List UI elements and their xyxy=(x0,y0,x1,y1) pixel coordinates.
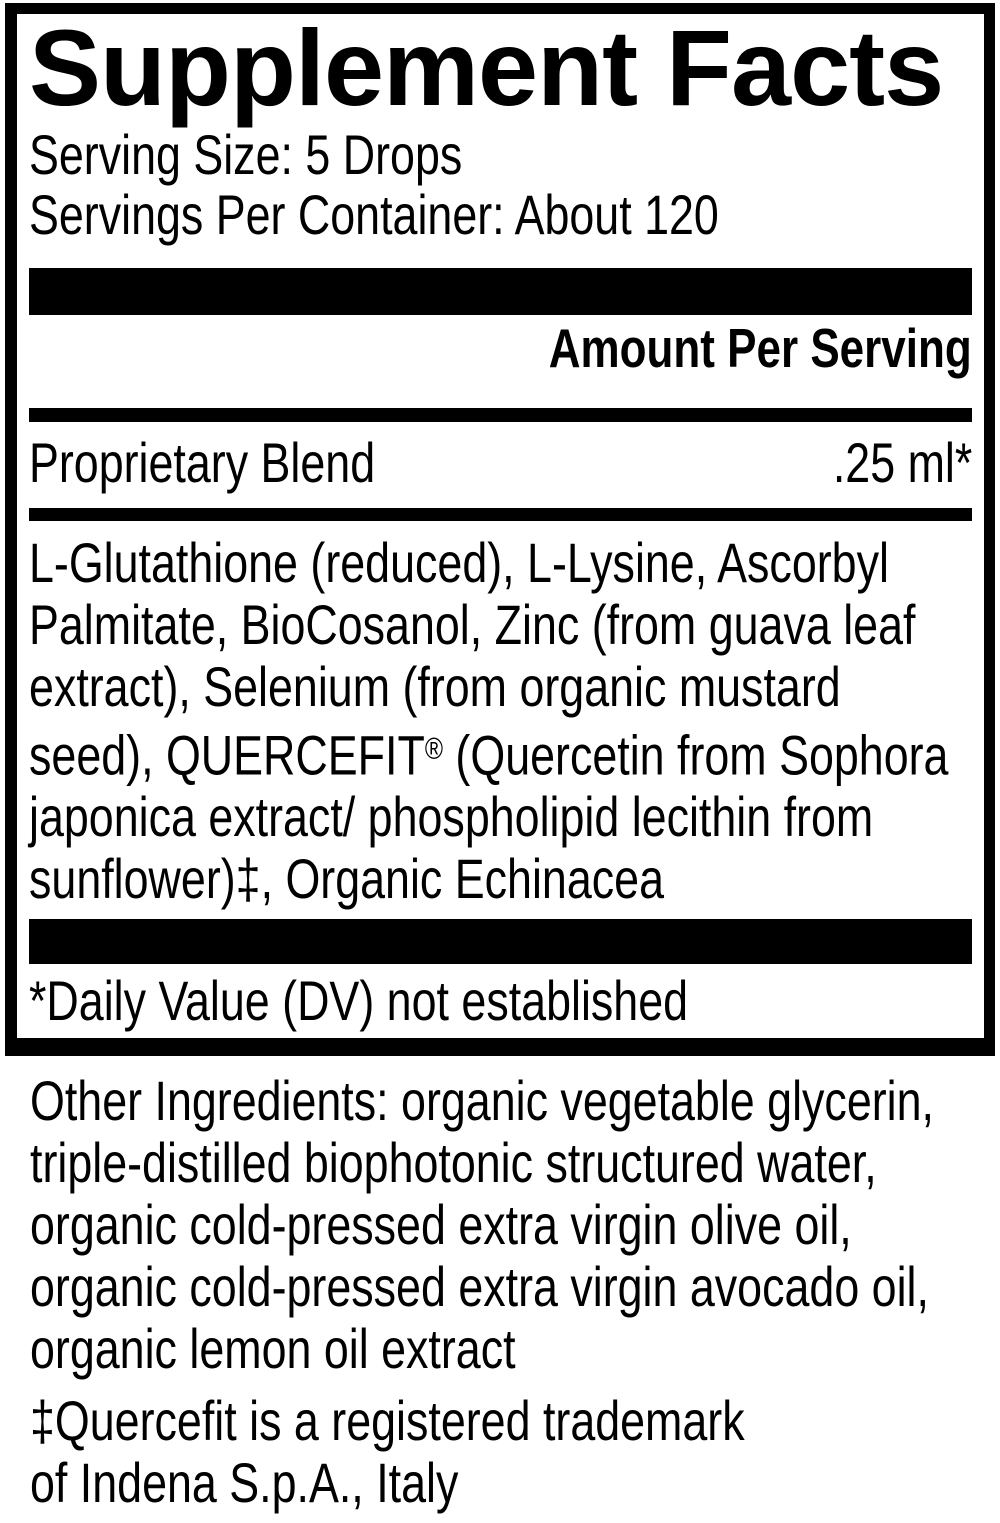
divider-bar-thin-upper xyxy=(29,408,972,422)
other-ingredients-line-text: organic cold-pressed extra virgin avocado oil, xyxy=(30,1255,929,1318)
other-ingredients-line-text: triple-distilled biophotonic structured water, xyxy=(30,1131,877,1194)
quercefit-line-pre: seed), QUERCEFIT xyxy=(29,723,425,787)
blend-ingredients-line xyxy=(29,532,972,594)
registered-trademark-icon: ® xyxy=(424,731,443,766)
serving-size-line xyxy=(29,125,972,185)
blend-ingredients-line-text: L-Glutathione (reduced), L-Lysine, Ascorbyl xyxy=(29,531,889,594)
other-ingredients-line xyxy=(30,1194,1000,1256)
blend-ingredients-line xyxy=(29,848,972,910)
trademark-note-line-text: of Indena S.p.A., Italy xyxy=(30,1451,459,1514)
blend-ingredients-paragraph xyxy=(29,532,972,910)
proprietary-blend-name: Proprietary Blend xyxy=(29,431,376,494)
divider-bar-thick-bottom xyxy=(29,919,972,964)
other-ingredients-line xyxy=(30,1132,1000,1194)
servings-per-container-text: Servings Per Container: About 120 xyxy=(29,183,719,246)
trademark-note-line xyxy=(30,1452,923,1514)
blend-ingredients-line xyxy=(29,786,972,848)
blend-ingredients-line-text: extract), Selenium (from organic mustard xyxy=(29,655,841,718)
serving-size-text: Serving Size: 5 Drops xyxy=(29,123,463,186)
other-ingredients-line-text: Other Ingredients: organic vegetable glycerin, xyxy=(30,1069,934,1132)
blend-ingredients-line xyxy=(29,718,972,786)
trademark-note xyxy=(30,1390,923,1514)
amount-per-serving-row xyxy=(29,318,972,378)
other-ingredients-line xyxy=(30,1318,1000,1380)
proprietary-blend-row xyxy=(29,433,972,493)
divider-bar-thin-lower xyxy=(29,508,972,521)
blend-ingredients-line xyxy=(29,656,972,718)
daily-value-note-text: *Daily Value (DV) not established xyxy=(29,969,689,1033)
blend-ingredients-line xyxy=(29,594,972,656)
blend-ingredients-line-text: sunflower)‡, Organic Echinacea xyxy=(29,847,664,911)
quercefit-line-post: (Quercetin from Sophora xyxy=(442,723,949,787)
amount-per-serving-label: Amount Per Serving xyxy=(549,317,972,379)
other-ingredients-paragraph xyxy=(30,1070,1000,1380)
servings-per-container-line xyxy=(29,185,972,245)
other-ingredients-line xyxy=(30,1070,1000,1132)
blend-ingredients-line-text: Palmitate, BioCosanol, Zinc (from guava leaf xyxy=(29,593,916,656)
other-ingredients-line xyxy=(30,1256,1000,1318)
facts-panel xyxy=(5,3,995,1056)
trademark-note-line-text: ‡Quercefit is a registered trademark xyxy=(30,1389,745,1452)
proprietary-blend-amount: .25 ml* xyxy=(832,431,972,494)
blend-ingredients-line-text xyxy=(29,718,948,786)
trademark-note-line xyxy=(30,1390,923,1452)
other-ingredients-line-text: organic lemon oil extract xyxy=(30,1317,516,1380)
divider-bar-thick-top xyxy=(29,268,972,315)
daily-value-note xyxy=(29,971,972,1031)
blend-ingredients-line-text: japonica extract/ phospholipid lecithin from xyxy=(29,785,874,849)
panel-title: Supplement Facts xyxy=(29,7,944,128)
other-ingredients-line-text: organic cold-pressed extra virgin olive oil, xyxy=(30,1193,852,1256)
